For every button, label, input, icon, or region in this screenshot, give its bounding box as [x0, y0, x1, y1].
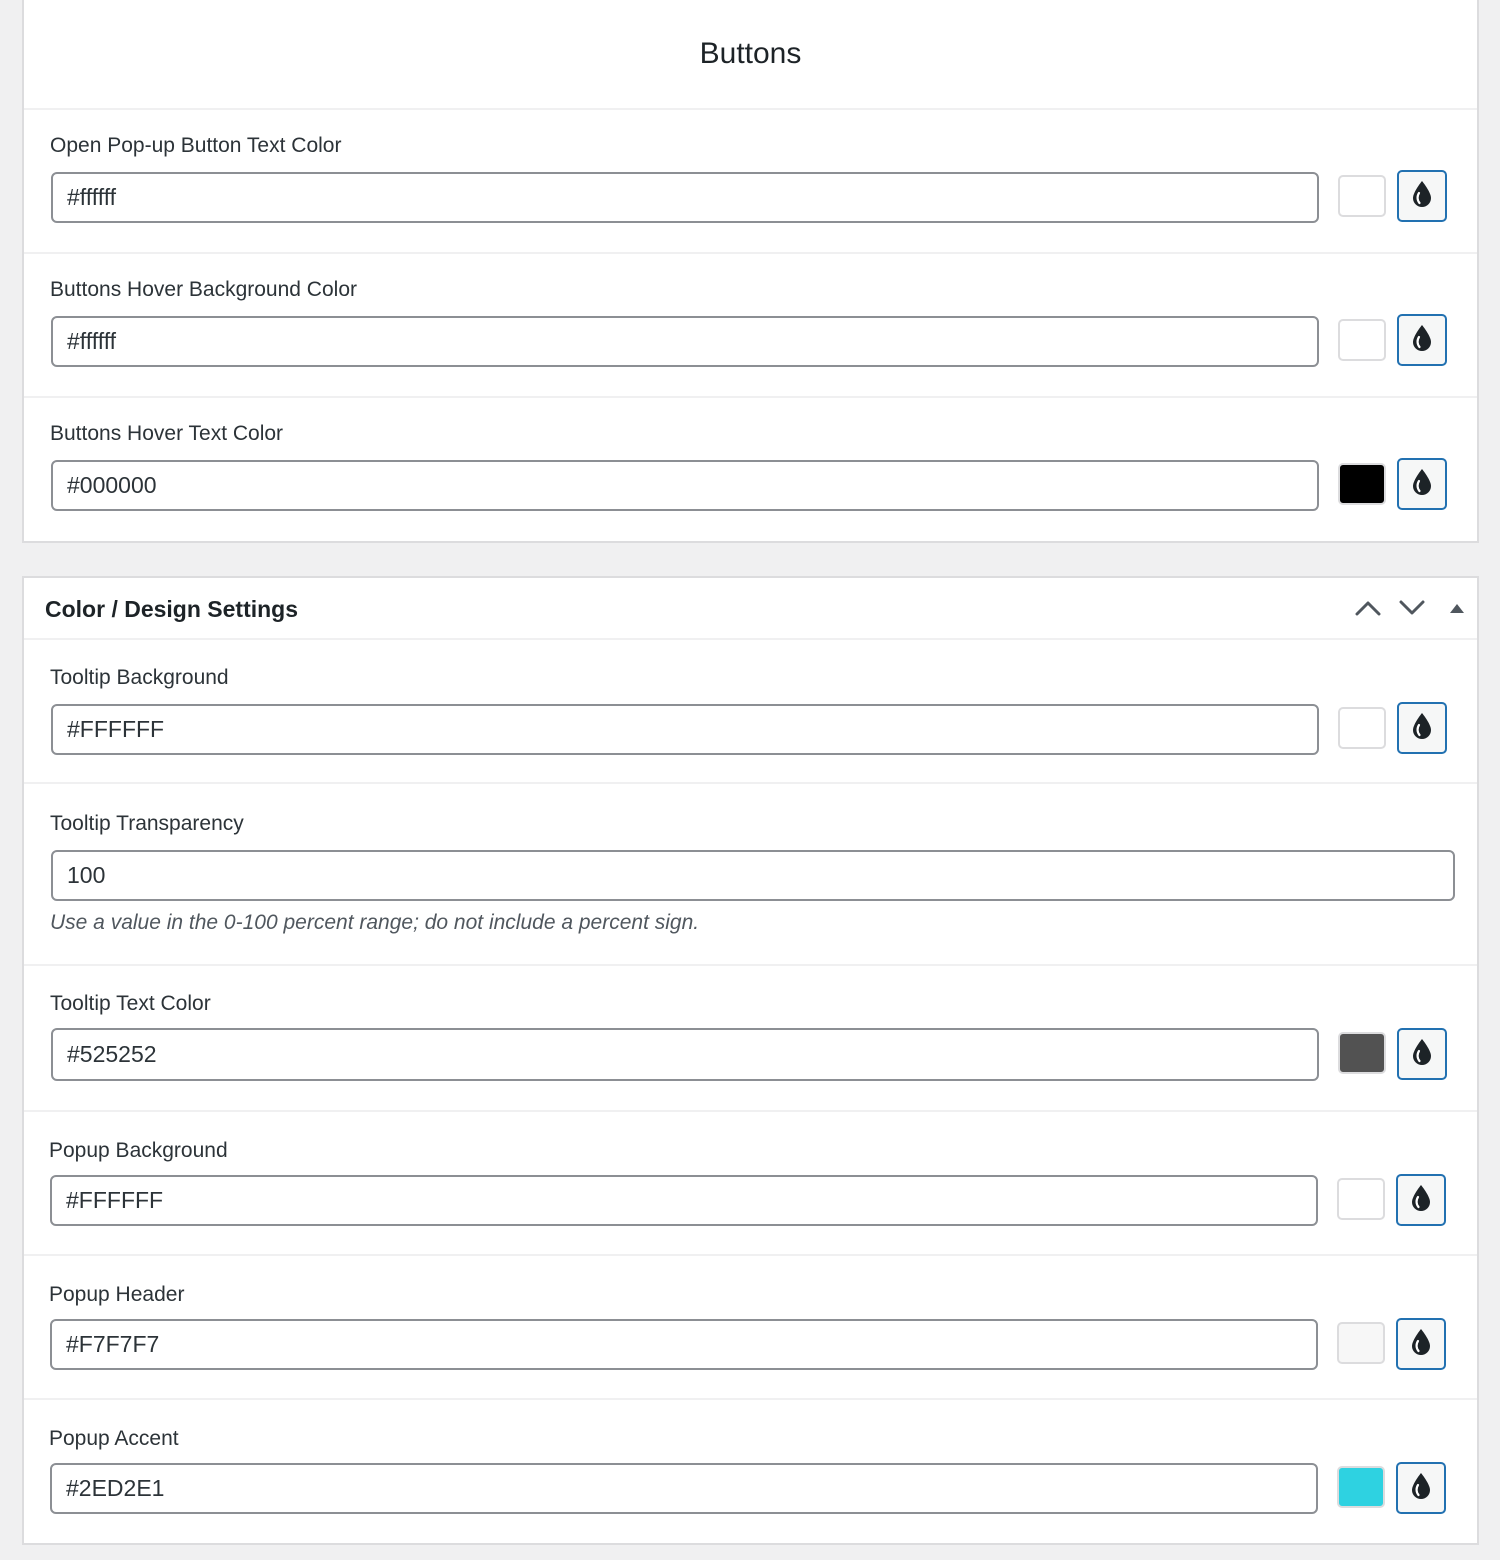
- field-row-tooltip-background: [24, 640, 1477, 784]
- color-picker-button[interactable]: [1396, 1318, 1446, 1370]
- field-label: Popup Accent: [49, 1427, 179, 1450]
- droplet-icon: [1411, 468, 1433, 501]
- droplet-icon: [1411, 180, 1433, 213]
- color-picker-button[interactable]: [1396, 1462, 1446, 1514]
- field-row-hover-text-color: [24, 398, 1477, 541]
- color-hex-input[interactable]: [51, 1028, 1319, 1081]
- move-up-button[interactable]: [1350, 592, 1386, 628]
- color-hex-input[interactable]: [51, 172, 1319, 223]
- buttons-panel: [22, 0, 1479, 543]
- droplet-icon: [1411, 1038, 1433, 1071]
- caret-up-icon: [1449, 601, 1465, 619]
- color-swatch[interactable]: [1337, 1178, 1385, 1220]
- field-row-open-popup-text-color: [24, 110, 1477, 254]
- color-picker-button[interactable]: [1396, 1174, 1446, 1226]
- field-label: Tooltip Background: [50, 666, 229, 689]
- field-row-popup-accent: [24, 1400, 1477, 1543]
- field-label: Buttons Hover Background Color: [50, 278, 357, 301]
- droplet-icon: [1410, 1184, 1432, 1217]
- field-hint: Use a value in the 0-100 percent range; do not include a percent sign.: [50, 911, 700, 934]
- color-hex-input[interactable]: [51, 460, 1319, 511]
- color-hex-input[interactable]: [50, 1175, 1318, 1226]
- color-picker-button[interactable]: [1397, 702, 1447, 754]
- field-label: Buttons Hover Text Color: [50, 422, 284, 445]
- collapse-toggle-button[interactable]: [1439, 592, 1475, 628]
- color-swatch[interactable]: [1338, 1032, 1386, 1074]
- panel-header: [24, 578, 1477, 640]
- field-row-hover-bg-color: [24, 254, 1477, 398]
- color-hex-input[interactable]: [50, 1319, 1318, 1370]
- chevron-up-icon: [1355, 600, 1381, 621]
- color-swatch[interactable]: [1338, 707, 1386, 749]
- field-label: Popup Header: [49, 1283, 185, 1306]
- field-label: Open Pop-up Button Text Color: [50, 134, 342, 157]
- field-row-tooltip-transparency: [24, 784, 1477, 966]
- color-swatch[interactable]: [1337, 1322, 1385, 1364]
- field-label: Tooltip Transparency: [50, 812, 244, 835]
- color-picker-button[interactable]: [1397, 314, 1447, 366]
- field-row-popup-header: [24, 1256, 1477, 1400]
- color-swatch[interactable]: [1338, 319, 1386, 361]
- design-settings-panel: [22, 576, 1479, 1545]
- field-row-popup-background: [24, 1112, 1477, 1256]
- field-row-tooltip-text-color: [24, 966, 1477, 1112]
- section-heading: Buttons: [24, 0, 1477, 110]
- color-picker-button[interactable]: [1397, 170, 1447, 222]
- color-swatch[interactable]: [1338, 463, 1386, 505]
- field-label: Tooltip Text Color: [50, 992, 211, 1015]
- panel-title: Color / Design Settings: [45, 596, 299, 622]
- droplet-icon: [1411, 324, 1433, 357]
- color-hex-input[interactable]: [50, 1463, 1318, 1514]
- chevron-down-icon: [1399, 600, 1425, 621]
- color-hex-input[interactable]: [51, 316, 1319, 367]
- droplet-icon: [1411, 712, 1433, 745]
- color-swatch[interactable]: [1337, 1466, 1385, 1508]
- color-picker-button[interactable]: [1397, 1028, 1447, 1080]
- move-down-button[interactable]: [1394, 592, 1430, 628]
- color-picker-button[interactable]: [1397, 458, 1447, 510]
- droplet-icon: [1410, 1328, 1432, 1361]
- droplet-icon: [1410, 1472, 1432, 1505]
- field-label: Popup Background: [49, 1139, 228, 1162]
- transparency-input[interactable]: [51, 850, 1455, 901]
- color-hex-input[interactable]: [51, 704, 1319, 755]
- color-swatch[interactable]: [1338, 175, 1386, 217]
